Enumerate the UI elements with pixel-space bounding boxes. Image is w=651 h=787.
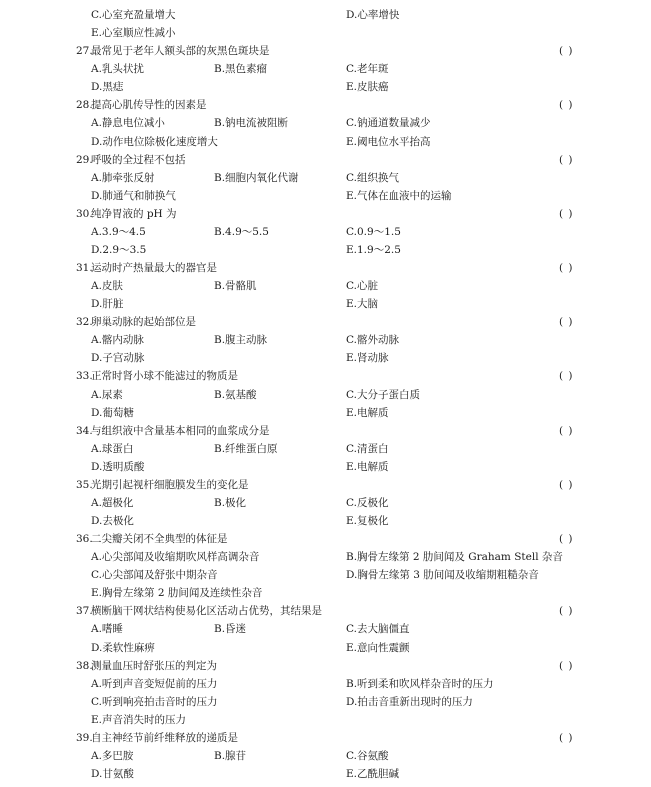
answer-option: B.胸骨左缘第 2 肋间闻及 Graham Stell 杂音 (346, 551, 563, 564)
answer-blank: ( ) (559, 605, 574, 618)
answer-option: E.电解质 (346, 406, 389, 419)
answer-option: C.心室充盈量增大 (91, 9, 176, 21)
answer-option: A.嗜睡 (91, 623, 123, 636)
answer-blank: ( ) (559, 533, 574, 545)
question-row (0, 602, 651, 620)
question-row (0, 42, 651, 60)
option-row (0, 620, 651, 638)
question-number: 28. (76, 99, 93, 112)
option-row (0, 241, 651, 259)
question-row (0, 729, 651, 747)
answer-option: D.透明质酸 (91, 460, 145, 473)
answer-option: B.骨骼肌 (214, 280, 257, 292)
question-number: 34. (76, 424, 93, 437)
answer-blank: ( ) (559, 45, 574, 58)
answer-option: D.黑痣 (91, 81, 124, 94)
answer-option: D.柔软性麻痹 (91, 641, 155, 654)
question-stem: 自主神经节前纤维释放的递质是 (91, 731, 238, 744)
answer-option: C.0.9～1.5 (346, 225, 401, 238)
answer-option: E.肾动脉 (346, 352, 389, 365)
answer-option: C.听到响亮拍击音时的压力 (91, 695, 218, 708)
option-row (0, 295, 651, 313)
answer-option: A.3.9～4.5 (91, 225, 146, 238)
question-stem: 二尖瓣关闭不全典型的体征是 (91, 533, 228, 545)
question-stem: 最常见于老年人额头部的灰黑色斑块是 (91, 45, 270, 58)
answer-option: D.肝脏 (91, 298, 124, 311)
answer-option: A.球蛋白 (91, 442, 134, 455)
answer-option: E.气体在血液中的运输 (346, 189, 452, 202)
answer-option: E.电解质 (346, 460, 389, 473)
question-number: 36. (76, 533, 93, 545)
question-row (0, 530, 651, 548)
answer-option: B.腹主动脉 (214, 334, 268, 347)
answer-option: B.4.9～5.5 (214, 225, 269, 238)
question-number: 39. (76, 731, 93, 744)
question-number: 32. (76, 316, 93, 329)
answer-blank: ( ) (559, 99, 574, 112)
answer-option: B.昏迷 (214, 623, 247, 636)
answer-option: D.2.9～3.5 (91, 243, 147, 256)
option-row (0, 711, 651, 729)
answer-option: D.子宫动脉 (91, 352, 145, 365)
answer-option: E.意向性震颤 (346, 641, 410, 654)
option-row (0, 675, 651, 693)
question-stem: 运动时产热量最大的器官是 (91, 262, 217, 274)
answer-option: A.尿素 (91, 388, 123, 401)
option-row (0, 512, 651, 530)
answer-option: B.腺苷 (214, 749, 247, 762)
question-row (0, 313, 651, 331)
answer-option: B.细胞内氧化代谢 (214, 171, 299, 184)
question-stem: 提高心肌传导性的因素是 (91, 99, 207, 112)
question-stem: 呼吸的全过程不包括 (91, 153, 186, 166)
question-row (0, 259, 651, 277)
question-number: 37. (76, 605, 93, 618)
option-row (0, 187, 651, 205)
question-stem: 光期引起视杆细胞膜发生的变化是 (91, 478, 249, 491)
answer-option: A.静息电位减小 (91, 117, 165, 130)
option-row (0, 78, 651, 96)
option-row (0, 223, 651, 241)
answer-blank: ( ) (559, 370, 574, 383)
option-row (0, 584, 651, 602)
question-number: 27. (76, 45, 93, 58)
option-row (0, 566, 651, 584)
option-row (0, 386, 651, 404)
answer-option: E.皮肤癌 (346, 81, 389, 94)
option-row (0, 765, 651, 783)
answer-option: B.黑色素瘤 (214, 63, 268, 76)
answer-option: A.乳头状扰 (91, 63, 144, 76)
answer-option: B.钠电流被阻断 (214, 117, 289, 130)
option-row (0, 60, 651, 78)
answer-blank: ( ) (559, 207, 574, 220)
question-stem: 与组织液中含量基本相同的血浆成分是 (91, 424, 270, 437)
answer-option: C.反极化 (346, 496, 389, 509)
answer-option: D.胸骨左缘第 3 肋间闻及收缩期粗糙杂音 (346, 569, 539, 582)
answer-option: D.心率增快 (346, 9, 400, 21)
question-stem: 卵巢动脉的起始部位是 (91, 316, 196, 329)
answer-option: B.极化 (214, 496, 247, 509)
answer-blank: ( ) (559, 153, 574, 166)
answer-option: B.氨基酸 (214, 388, 257, 401)
question-number: 30. (76, 207, 93, 220)
answer-blank: ( ) (559, 262, 574, 274)
answer-blank: ( ) (559, 478, 574, 491)
option-row (0, 494, 651, 512)
option-row (0, 349, 651, 367)
answer-blank: ( ) (559, 659, 574, 672)
question-stem: 测量血压时舒张压的判定为 (91, 659, 217, 672)
answer-option: C.钠通道数量减少 (346, 117, 431, 130)
answer-blank: ( ) (559, 316, 574, 329)
option-row (0, 693, 651, 711)
question-row (0, 96, 651, 114)
answer-blank: ( ) (559, 424, 574, 437)
option-row (0, 639, 651, 657)
answer-option: A.多巴胺 (91, 749, 134, 762)
answer-option: C.心尖部闻及舒张中期杂音 (91, 569, 218, 582)
answer-option: C.清蛋白 (346, 442, 389, 455)
question-stem: 纯净胃液的 pH 为 (91, 207, 177, 220)
option-row (0, 24, 651, 42)
answer-option: A.肺牵张反射 (91, 171, 155, 184)
answer-option: D.动作电位除极化速度增大 (91, 135, 218, 148)
answer-option: D.肺通气和肺换气 (91, 189, 176, 202)
answer-option: A.髂内动脉 (91, 334, 144, 347)
option-row (0, 133, 651, 151)
question-number: 31. (76, 262, 93, 274)
answer-option: E.胸骨左缘第 2 肋间闻及连续性杂音 (91, 587, 263, 600)
question-number: 35. (76, 478, 93, 491)
option-row (0, 169, 651, 187)
option-row (0, 458, 651, 476)
question-number: 38. (76, 659, 93, 672)
answer-option: E.心室顺应性减小 (91, 27, 176, 40)
question-row (0, 422, 651, 440)
answer-option: E.大脑 (346, 298, 379, 311)
answer-option: D.葡萄糖 (91, 406, 134, 419)
answer-option: B.听到柔和吹风样杂音时的压力 (346, 677, 494, 690)
question-row (0, 476, 651, 494)
question-stem: 横断脑干网状结构使易化区活动占优势，其结果是 (91, 605, 322, 618)
answer-option: A.听到声音变短促前的压力 (91, 677, 218, 690)
answer-option: C.髂外动脉 (346, 334, 399, 347)
question-stem: 正常时肾小球不能滤过的物质是 (91, 370, 238, 383)
answer-option: A.超极化 (91, 496, 134, 509)
answer-option: C.老年斑 (346, 63, 389, 76)
question-row (0, 205, 651, 223)
answer-option: B.纤维蛋白原 (214, 442, 278, 455)
option-row (0, 277, 651, 295)
question-row (0, 151, 651, 169)
question-row (0, 657, 651, 675)
option-row (0, 747, 651, 765)
answer-option: A.心尖部闻及收缩期吹风样高调杂音 (91, 551, 260, 564)
option-row (0, 331, 651, 349)
option-row (0, 548, 651, 566)
option-row (0, 114, 651, 132)
answer-option: D.拍击音重新出现时的压力 (346, 695, 473, 708)
answer-option: C.去大脑僵直 (346, 623, 410, 636)
question-row (0, 367, 651, 385)
option-row (0, 6, 651, 24)
answer-option: E.阈电位水平抬高 (346, 135, 431, 148)
question-number: 33. (76, 370, 93, 383)
answer-option: D.去极化 (91, 515, 134, 527)
answer-option: A.皮肤 (91, 280, 123, 292)
answer-blank: ( ) (559, 731, 574, 744)
answer-option: D.甘氨酸 (91, 767, 134, 780)
answer-option: C.谷氨酸 (346, 749, 389, 762)
answer-option: C.大分子蛋白质 (346, 388, 420, 401)
option-row (0, 440, 651, 458)
answer-option: E.乙酰胆碱 (346, 767, 400, 780)
answer-option: E.声音消失时的压力 (91, 713, 187, 726)
answer-option: E.1.9～2.5 (346, 243, 401, 256)
answer-option: C.心脏 (346, 280, 378, 292)
answer-option: C.组织换气 (346, 171, 399, 184)
option-row (0, 404, 651, 422)
answer-option: E.复极化 (346, 515, 389, 527)
question-number: 29. (76, 153, 93, 166)
